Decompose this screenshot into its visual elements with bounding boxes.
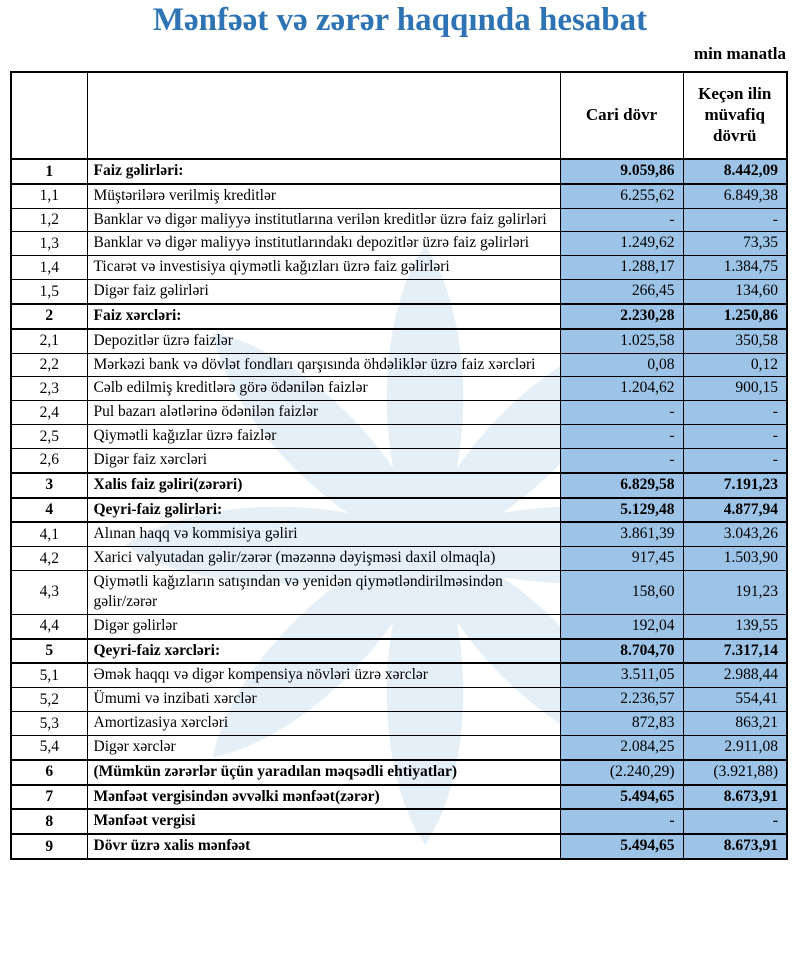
row-label: Mənfəət vergisindən əvvəlki mənfəət(zərər)	[87, 785, 560, 810]
row-previous-value: 2.988,44	[683, 663, 787, 687]
table-row	[11, 785, 787, 810]
row-label: Mənfəət vergisi	[87, 809, 560, 834]
row-current-value: 1.025,58	[560, 329, 683, 353]
row-number: 4,2	[11, 547, 87, 571]
row-number: 2,6	[11, 448, 87, 472]
row-number: 1,3	[11, 232, 87, 256]
header-row	[11, 72, 787, 159]
row-current-value: 1.249,62	[560, 232, 683, 256]
table-row	[11, 280, 787, 304]
row-number: 2,5	[11, 425, 87, 449]
row-label: Əmək haqqı və digər kompensiya növləri üzrə xərclər	[87, 663, 560, 687]
table-row	[11, 473, 787, 498]
table-row	[11, 401, 787, 425]
row-current-value: 2.230,28	[560, 304, 683, 329]
row-label: Ümumi və inzibati xərclər	[87, 688, 560, 712]
table-row	[11, 809, 787, 834]
row-previous-value: 7.317,14	[683, 639, 787, 664]
row-current-value: 192,04	[560, 614, 683, 638]
row-label: Mərkəzi bank və dövlət fondları qarşısında öhdəliklər üzrə faiz xərcləri	[87, 353, 560, 377]
header-previous-period: Keçən ilin müvafiq dövrü	[683, 72, 787, 159]
row-previous-value: 1.250,86	[683, 304, 787, 329]
row-previous-value: 8.673,91	[683, 834, 787, 859]
table-row	[11, 688, 787, 712]
row-previous-value: 0,12	[683, 353, 787, 377]
table-row	[11, 304, 787, 329]
row-label: Digər xərclər	[87, 735, 560, 759]
row-current-value: 2.236,57	[560, 688, 683, 712]
row-current-value: 8.704,70	[560, 639, 683, 664]
row-current-value: 1.204,62	[560, 377, 683, 401]
table-row	[11, 425, 787, 449]
row-previous-value: 554,41	[683, 688, 787, 712]
profit-loss-table	[10, 71, 788, 860]
row-number: 1	[11, 159, 87, 184]
row-label: Pul bazarı alətlərinə ödənilən faizlər	[87, 401, 560, 425]
row-label: Digər faiz gəlirləri	[87, 280, 560, 304]
row-current-value: 5.494,65	[560, 785, 683, 810]
row-number: 7	[11, 785, 87, 810]
row-number: 6	[11, 760, 87, 785]
row-label: (Mümkün zərərlər üçün yaradılan məqsədli ehtiyatlar)	[87, 760, 560, 785]
table-row	[11, 547, 787, 571]
row-label: Qiymətli kağızların satışından və yenidən qiymətləndirilməsindən gəlir/zərər	[87, 571, 560, 615]
row-previous-value: 900,15	[683, 377, 787, 401]
row-number: 2,1	[11, 329, 87, 353]
row-previous-value: -	[683, 401, 787, 425]
row-number: 5,1	[11, 663, 87, 687]
row-previous-value: 8.442,09	[683, 159, 787, 184]
row-current-value: 9.059,86	[560, 159, 683, 184]
table-row	[11, 208, 787, 232]
row-label: Banklar və digər maliyyə institutlarındakı depozitlər üzrə faiz gəlirləri	[87, 232, 560, 256]
row-number: 2,3	[11, 377, 87, 401]
row-number: 5,2	[11, 688, 87, 712]
table-body	[11, 159, 787, 859]
row-number: 5,4	[11, 735, 87, 759]
row-number: 2	[11, 304, 87, 329]
row-current-value: 3.511,05	[560, 663, 683, 687]
row-previous-value: -	[683, 425, 787, 449]
row-label: Depozitlər üzrə faizlər	[87, 329, 560, 353]
row-label: Amortizasiya xərcləri	[87, 712, 560, 736]
row-number: 4,3	[11, 571, 87, 615]
row-label: Digər gəlirlər	[87, 614, 560, 638]
table-row	[11, 712, 787, 736]
row-label: Cəlb edilmiş kreditlərə görə ödənilən faizlər	[87, 377, 560, 401]
row-current-value: 5.494,65	[560, 834, 683, 859]
row-current-value: -	[560, 448, 683, 472]
row-number: 1,2	[11, 208, 87, 232]
row-number: 4,1	[11, 522, 87, 546]
row-current-value: 872,83	[560, 712, 683, 736]
row-number: 4	[11, 498, 87, 523]
row-previous-value: 139,55	[683, 614, 787, 638]
row-previous-value: 4.877,94	[683, 498, 787, 523]
header-number-col	[11, 72, 87, 159]
row-current-value: (2.240,29)	[560, 760, 683, 785]
table-row	[11, 377, 787, 401]
table-row	[11, 498, 787, 523]
row-current-value: 3.861,39	[560, 522, 683, 546]
table-row	[11, 639, 787, 664]
row-previous-value: -	[683, 809, 787, 834]
row-label: Faiz gəlirləri:	[87, 159, 560, 184]
row-current-value: 6.255,62	[560, 184, 683, 208]
row-current-value: -	[560, 208, 683, 232]
row-number: 5	[11, 639, 87, 664]
row-label: Qeyri-faiz gəlirləri:	[87, 498, 560, 523]
table-row	[11, 735, 787, 759]
table-row	[11, 571, 787, 615]
table-row	[11, 329, 787, 353]
table-row	[11, 760, 787, 785]
row-previous-value: 6.849,38	[683, 184, 787, 208]
row-current-value: 6.829,58	[560, 473, 683, 498]
row-number: 5,3	[11, 712, 87, 736]
row-previous-value: 2.911,08	[683, 735, 787, 759]
table-row	[11, 663, 787, 687]
row-number: 4,4	[11, 614, 87, 638]
row-number: 1,5	[11, 280, 87, 304]
row-previous-value: 350,58	[683, 329, 787, 353]
row-number: 2,2	[11, 353, 87, 377]
row-previous-value: 1.384,75	[683, 256, 787, 280]
row-previous-value: 3.043,26	[683, 522, 787, 546]
row-previous-value: 1.503,90	[683, 547, 787, 571]
row-label: Alınan haqq və kommisiya gəliri	[87, 522, 560, 546]
row-current-value: 1.288,17	[560, 256, 683, 280]
row-number: 3	[11, 473, 87, 498]
row-label: Xarici valyutadan gəlir/zərər (məzənnə dəyişməsi daxil olmaqla)	[87, 547, 560, 571]
row-number: 2,4	[11, 401, 87, 425]
table-row	[11, 522, 787, 546]
row-label: Xalis faiz gəliri(zərəri)	[87, 473, 560, 498]
row-label: Qeyri-faiz xərcləri:	[87, 639, 560, 664]
row-previous-value: -	[683, 448, 787, 472]
row-current-value: 917,45	[560, 547, 683, 571]
row-number: 1,1	[11, 184, 87, 208]
page-title: Mənfəət və zərər haqqında hesabat	[152, 2, 648, 38]
row-previous-value: 73,35	[683, 232, 787, 256]
table-row	[11, 614, 787, 638]
header-description-col	[87, 72, 560, 159]
row-current-value: -	[560, 425, 683, 449]
row-previous-value: -	[683, 208, 787, 232]
row-previous-value: 863,21	[683, 712, 787, 736]
table-row	[11, 834, 787, 859]
row-previous-value: 134,60	[683, 280, 787, 304]
row-current-value: 5.129,48	[560, 498, 683, 523]
row-current-value: -	[560, 401, 683, 425]
row-previous-value: (3.921,88)	[683, 760, 787, 785]
row-current-value: 2.084,25	[560, 735, 683, 759]
table-row	[11, 448, 787, 472]
row-number: 9	[11, 834, 87, 859]
row-label: Müştərilərə verilmiş kreditlər	[87, 184, 560, 208]
row-current-value: 158,60	[560, 571, 683, 615]
row-current-value: 0,08	[560, 353, 683, 377]
row-previous-value: 8.673,91	[683, 785, 787, 810]
row-label: Banklar və digər maliyyə institutlarına verilən kreditlər üzrə faiz gəlirləri	[87, 208, 560, 232]
row-label: Ticarət və investisiya qiymətli kağızları üzrə faiz gəlirləri	[87, 256, 560, 280]
row-label: Faiz xərcləri:	[87, 304, 560, 329]
unit-note: min manatla	[693, 44, 786, 63]
table-row	[11, 353, 787, 377]
row-previous-value: 191,23	[683, 571, 787, 615]
table-row	[11, 256, 787, 280]
row-label: Digər faiz xərcləri	[87, 448, 560, 472]
row-previous-value: 7.191,23	[683, 473, 787, 498]
row-current-value: -	[560, 809, 683, 834]
row-number: 1,4	[11, 256, 87, 280]
row-label: Qiymətli kağızlar üzrə faizlər	[87, 425, 560, 449]
table-row	[11, 232, 787, 256]
row-number: 8	[11, 809, 87, 834]
table-row	[11, 159, 787, 184]
row-label: Dövr üzrə xalis mənfəət	[87, 834, 560, 859]
header-current-period: Cari dövr	[560, 72, 683, 159]
table-row	[11, 184, 787, 208]
row-current-value: 266,45	[560, 280, 683, 304]
